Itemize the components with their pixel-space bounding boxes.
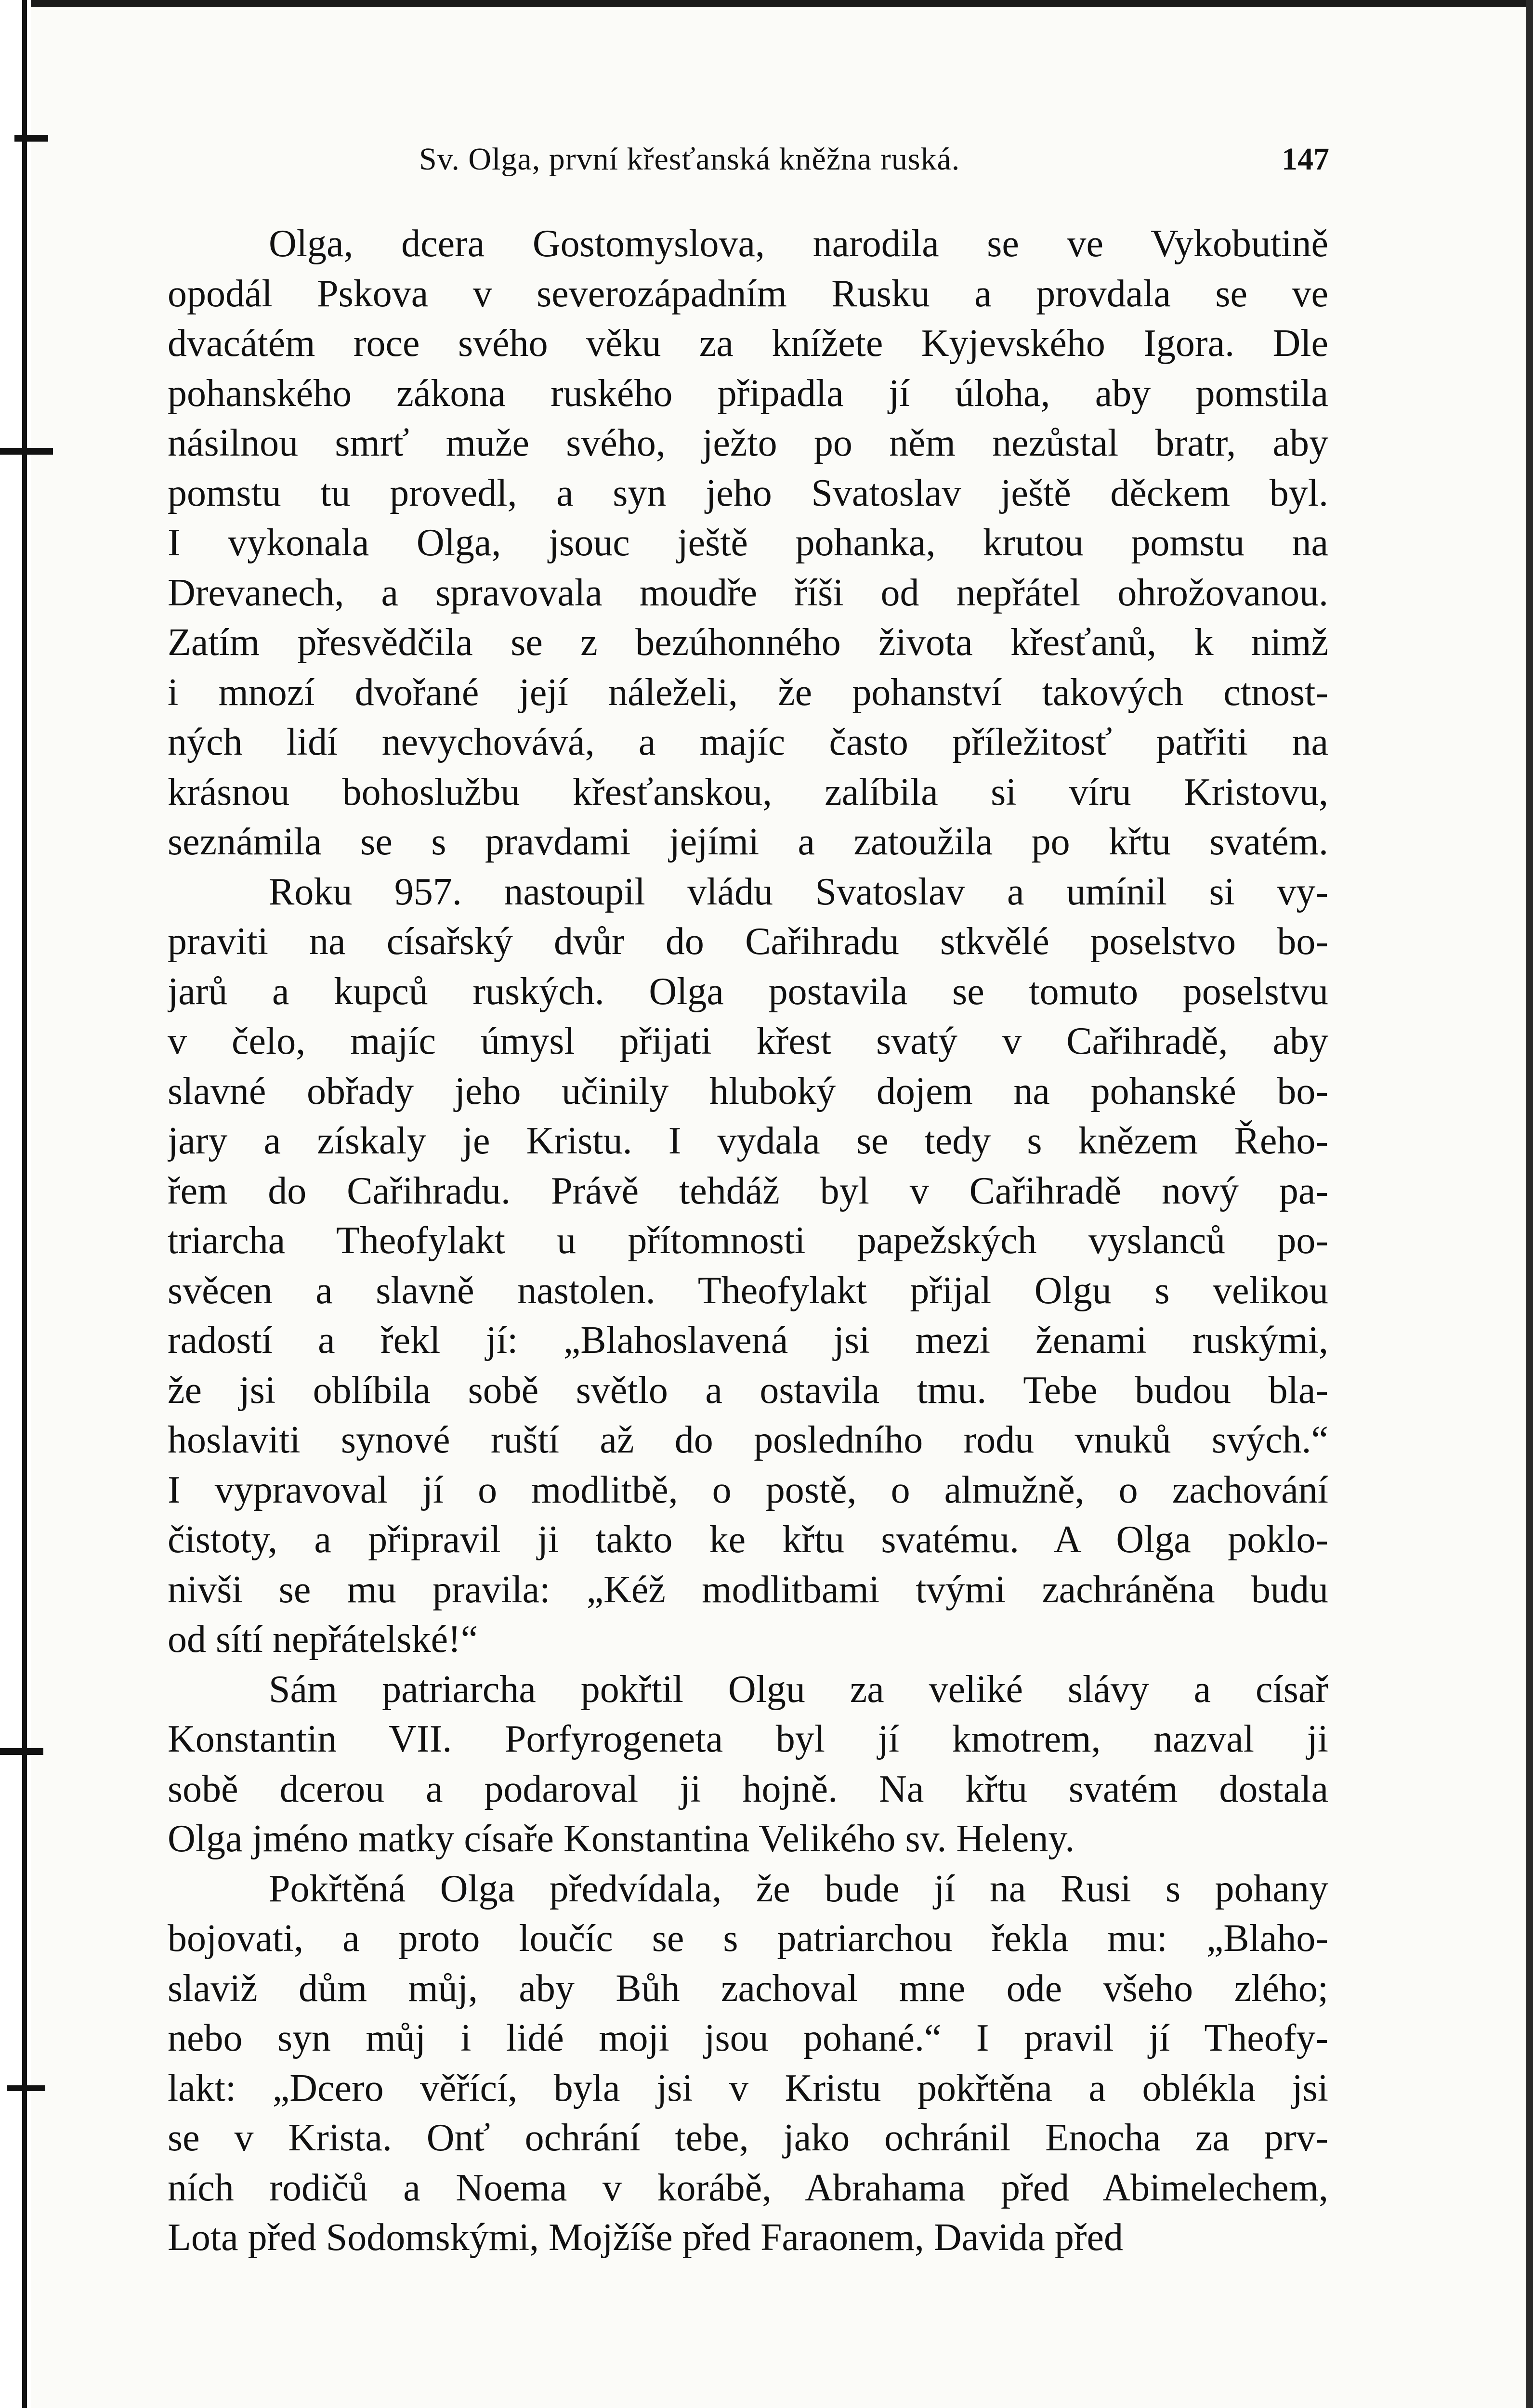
binding-mark: [0, 1748, 43, 1755]
text-line: Zatím přesvědčila se z bezúhonného života křesťanů, k nimž: [168, 621, 1328, 664]
text-line: I vykonala Olga, jsouc ještě pohanka, krutou pomstu na: [168, 522, 1328, 564]
text-line: násilnou smrť muže svého, ježto po něm nezůstal bratr, aby: [168, 422, 1328, 464]
text-line: pomstu tu provedl, a syn jeho Svatoslav ještě děckem byl.: [168, 471, 1328, 514]
text-line: že jsi oblíbila sobě světlo a ostavila tmu. Tebe budou bla-: [168, 1369, 1328, 1412]
text-line: jarů a kupců ruských. Olga postavila se tomuto poselstvu: [168, 970, 1328, 1013]
text-line: svěcen a slavně nastolen. Theofylakt přijal Olgu s velikou: [168, 1269, 1328, 1312]
text-line: ných lidí nevychovává, a majíc často příležitosť patřiti na: [168, 721, 1328, 763]
page-number: 147: [1282, 142, 1329, 177]
binding-line: [22, 0, 27, 2408]
body-text: [168, 219, 1328, 2263]
text-line: Olga jméno matky císaře Konstantina Velikého sv. Heleny.: [168, 1818, 1075, 1860]
text-line: praviti na císařský dvůr do Cařihradu stkvělé poselstvo bo-: [168, 920, 1328, 963]
text-line: seznámila se s pravdami jejími a zatoužila po křtu svatém.: [168, 821, 1328, 863]
text-line: slaviž dům můj, aby Bůh zachoval mne ode všeho zlého;: [168, 1967, 1328, 2010]
text-line: triarcha Theofylakt u přítomnosti papežských vyslanců po-: [168, 1219, 1328, 1262]
text-line: se v Krista. Onť ochrání tebe, jako ochránil Enocha za prv-: [168, 2117, 1328, 2159]
text-line: ních rodičů a Noema v korábě, Abrahama před Abimelechem,: [168, 2166, 1328, 2209]
text-line: i mnozí dvořané její náleželi, že pohanství takových ctnost-: [168, 671, 1328, 714]
text-line: Lota před Sodomskými, Mojžíše před Faraonem, Davida před: [168, 2216, 1123, 2259]
scan-edge-right: [1526, 0, 1533, 2408]
text-line: Roku 957. nastoupil vládu Svatoslav a umínil si vy-: [269, 870, 1328, 913]
text-line: Sám patriarcha pokřtil Olgu za veliké slávy a císař: [269, 1668, 1328, 1711]
text-line: nebo syn můj i lidé moji jsou pohané.“ I pravil jí Theofy-: [168, 2017, 1328, 2059]
page-header: [419, 133, 1329, 186]
text-line: čistoty, a připravil ji takto ke křtu svatému. A Olga poklo-: [168, 1518, 1328, 1561]
text-line: Drevanech, a spravovala moudře říši od nepřátel ohrožovanou.: [168, 571, 1328, 614]
binding-mark: [14, 135, 48, 142]
text-line: radostí a řekl jí: „Blahoslavená jsi mezi ženami ruskými,: [168, 1319, 1328, 1361]
text-line: slavné obřady jeho učinily hluboký dojem na pohanské bo-: [168, 1070, 1328, 1112]
text-line: krásnou bohoslužbu křesťanskou, zalíbila si víru Kristovu,: [168, 771, 1328, 813]
text-line: hoslaviti synové ruští až do posledního rodu vnuků svých.“: [168, 1419, 1328, 1461]
text-line: sobě dcerou a podaroval ji hojně. Na křtu svatém dostala: [168, 1767, 1328, 1810]
running-title: Sv. Olga, první křesťanská kněžna ruská.: [419, 142, 960, 177]
text-line: Konstantin VII. Porfyrogeneta byl jí kmotrem, nazval ji: [168, 1718, 1328, 1760]
text-line: řem do Cařihradu. Právě tehdáž byl v Cařihradě nový pa-: [168, 1169, 1328, 1212]
text-line: I vypravoval jí o modlitbě, o postě, o almužně, o zachování: [168, 1468, 1328, 1511]
text-line: jary a získaly je Kristu. I vydala se tedy s knězem Řeho-: [168, 1120, 1328, 1162]
text-line: od sítí nepřátelské!“: [168, 1618, 478, 1661]
text-line: opodál Pskova v severozápadním Rusku a provdala se ve: [168, 272, 1328, 315]
text-line: Olga, dcera Gostomyslova, narodila se ve Vykobutině: [269, 222, 1328, 265]
text-line: Pokřtěná Olga předvídala, že bude jí na Rusi s pohany: [269, 1867, 1328, 1910]
text-line: v čelo, majíc úmysl přijati křest svatý v Cařihradě, aby: [168, 1020, 1328, 1062]
text-line: dvacátém roce svého věku za knížete Kyjevského Igora. Dle: [168, 322, 1328, 365]
text-line: nivši se mu pravila: „Kéž modlitbami tvými zachráněna budu: [168, 1568, 1328, 1611]
text-line: pohanského zákona ruského připadla jí úloha, aby pomstila: [168, 372, 1328, 415]
binding-mark: [7, 2085, 45, 2091]
binding-mark: [0, 448, 53, 455]
scan-edge-top: [0, 0, 1533, 7]
text-line: bojovati, a proto loučíc se s patriarchou řekla mu: „Blaho-: [168, 1917, 1328, 1960]
text-line: lakt: „Dcero věřící, byla jsi v Kristu pokřtěna a oblékla jsi: [168, 2067, 1328, 2109]
